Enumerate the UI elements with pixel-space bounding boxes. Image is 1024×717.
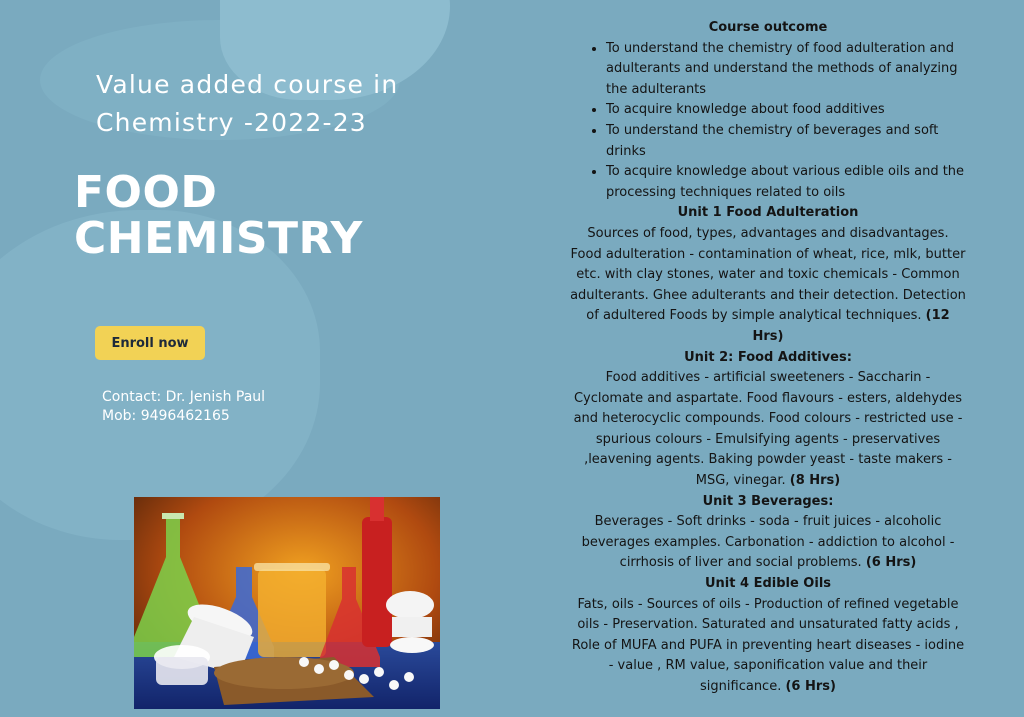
unit-2-body (570, 368, 966, 492)
unit-2-heading: Unit 2: Food Additives: (684, 349, 852, 365)
course-title (74, 167, 394, 264)
subtitle-line: Value added course in (96, 70, 399, 99)
unit-4-heading: Unit 4 Edible Oils (704, 576, 832, 592)
unit-hours: (6 Hrs) (865, 555, 917, 571)
outcome-item: • To understand the chemistry of food adulteration and adulterants and understand the methods of analyzing the adulterants (606, 39, 966, 101)
unit-3-body (570, 512, 966, 574)
subtitle-line: Chemistry -2022-23 (96, 108, 367, 137)
unit-body-text: Beverages - Soft drinks - soda - fruit juices - alcoholic beverages examples. Carbonation - addiction to alcohol - cirrhosis of liver and social problems. (581, 514, 955, 571)
enroll-now-button[interactable]: Enroll now (95, 326, 205, 360)
title-line: CHEMISTRY (74, 213, 363, 264)
outcome-item: • To acquire knowledge about various edible oils and the processing techniques related to oils (606, 162, 966, 203)
contact-phone: Mob: 9496462165 (102, 408, 230, 424)
unit-hours: (8 Hrs) (789, 473, 841, 489)
contact-info (102, 388, 265, 426)
course-details (570, 18, 966, 698)
unit-4-body (570, 595, 966, 698)
unit-hours: (6 Hrs) (785, 679, 836, 694)
contact-name: Contact: Dr. Jenish Paul (102, 389, 266, 405)
unit-1-heading: Unit 1 Food Adulteration (677, 205, 859, 221)
course-subtitle (96, 66, 416, 142)
unit-hours: (12 Hrs) (752, 308, 950, 344)
unit-3-heading: Unit 3 Beverages: (702, 493, 834, 509)
outcome-item: • To acquire knowledge about food additives (606, 100, 966, 121)
course-outcome-heading: Course outcome (708, 20, 828, 35)
outcome-item: • To understand the chemistry of beverages and soft drinks (606, 121, 966, 162)
title-line: FOOD (74, 167, 218, 218)
outcome-list (570, 39, 966, 204)
unit-body-text: Food additives - artificial sweeteners - Saccharin - Cyclomate and aspartate. Food flavours - esters, aldehydes and heterocyclic compounds. Food colours - restricted use - spurious colours - Emulsifying agents - preservatives ,leavening agents. Baking powder yeast - taste makers - MSG, vinegar. (573, 370, 963, 489)
chemistry-photo (134, 497, 440, 709)
unit-1-body (570, 224, 966, 348)
unit-body-text: Sources of food, types, advantages and disadvantages. Food adulteration - contamination of wheat, rice, mlk, butter etc. with clay stones, water and toxic chemicals - Common adulterants. Ghee adulterants and their detection. Detection of adultered Foods by simple analytical techniques. (570, 225, 966, 324)
unit-body-text: Fats, oils - Sources of oils - Production of refined vegetable oils - Preservation. Saturated and unsaturated fatty acids , Role of MUFA and PUFA in preventing heart diseases - iodine - value , RM value, saponification value and their significance. (571, 596, 965, 694)
